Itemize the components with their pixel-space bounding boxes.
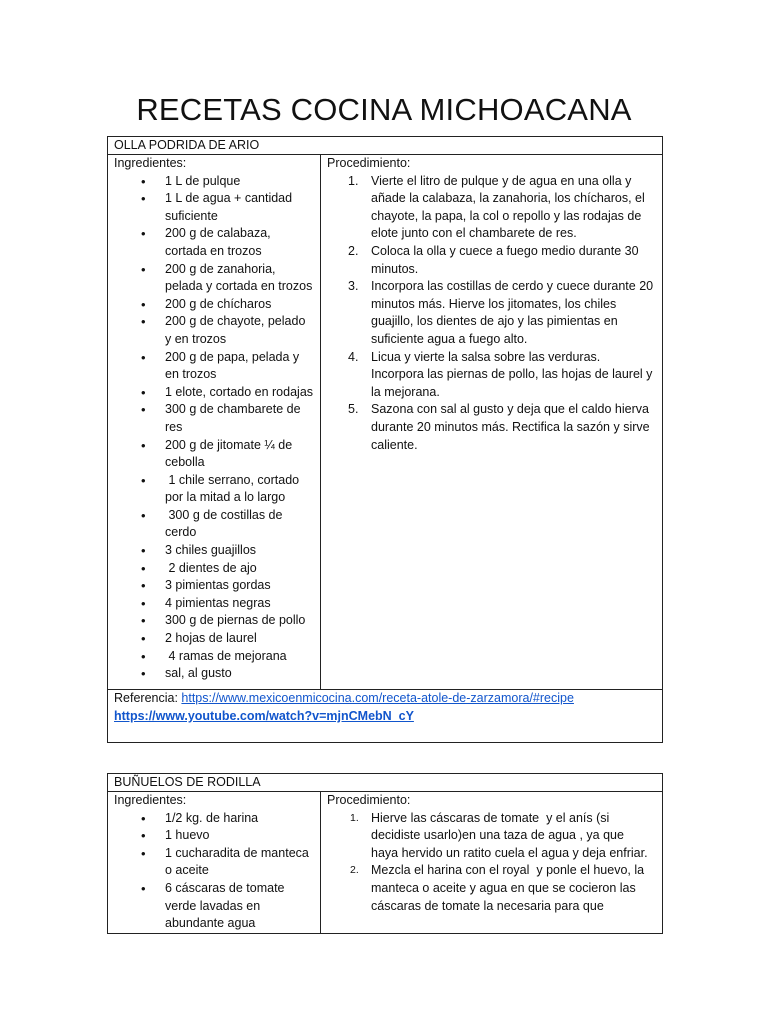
step-text: Hierve las cáscaras de tomate y el anís (si decidiste usarlo)en una taza de agua , ya que haya hervido un ratito cuela el agua y deja enfriar. — [371, 810, 648, 860]
ingredient-item: • 200 g de papa, pelada y en trozos — [158, 349, 314, 384]
page-title: RECETAS COCINA MICHOACANA — [136, 92, 632, 127]
ingredient-item: • 300 g de costillas de cerdo — [158, 507, 314, 542]
ingredient-item: • 1 cucharadita de manteca o aceite — [158, 845, 314, 880]
procedure-step — [348, 401, 656, 454]
ingredient-item: • 1 huevo — [158, 827, 314, 845]
step-number: 2. — [348, 243, 359, 258]
ingredient-item: • 200 g de chícharos — [158, 296, 314, 314]
step-text: Mezcla el harina con el royal y ponle el huevo, la manteca o aceite y agua en que se cocieron las cáscaras de tomate la necesaria para que — [371, 863, 648, 913]
ingredients-cell — [108, 792, 321, 934]
step-text: Licua y vierte la salsa sobre las verduras. Incorpora las piernas de pollo, las hojas de laurel y la mejorana. — [371, 349, 656, 399]
ingredient-item: • 1/2 kg. de harina — [158, 810, 314, 828]
step-number: 1. — [350, 811, 359, 824]
ingredient-item: • 4 ramas de mejorana — [158, 648, 314, 666]
procedure-cell — [321, 155, 663, 690]
ingredient-item: • 300 g de chambarete de res — [158, 401, 314, 436]
ingredient-item: • 3 pimientas gordas — [158, 577, 314, 595]
step-number: 3. — [348, 279, 359, 294]
step-number: 2. — [350, 864, 359, 877]
recipe-table-bunuelos — [107, 773, 663, 934]
reference-label: Referencia: — [114, 691, 182, 705]
ingredient-item: • 4 pimientas negras — [158, 595, 314, 613]
ingredient-item: • 200 g de zanahoria, pelada y cortada en trozos — [158, 261, 314, 296]
ingredients-list — [114, 810, 314, 933]
procedure-label: Procedimiento: — [327, 156, 411, 170]
step-text: Vierte el litro de pulque y de agua en una olla y añade la calabaza, la zanahoria, los chícharos, el chayote, la papa, la col o repollo y las rodajas de elote junto con el chambarete de res. — [371, 173, 649, 241]
procedure-label: Procedimiento: — [327, 793, 411, 807]
procedure-steps — [327, 810, 656, 916]
ingredient-item: • 1 chile serrano, cortado por la mitad a lo largo — [158, 472, 314, 507]
ingredient-item: • 6 cáscaras de tomate verde lavadas en abundante agua — [158, 880, 314, 933]
step-text: Sazona con sal al gusto y deja que el caldo hierva durante 20 minutos más. Rectifica la sazón y sirve caliente. — [371, 402, 654, 452]
reference-link-youtube[interactable]: https://www.youtube.com/watch?v=mjnCMebN_cY — [114, 708, 414, 723]
recipe-table-olla-podrida — [107, 136, 663, 743]
ingredients-list — [114, 173, 314, 683]
ingredients-cell — [108, 155, 321, 690]
ingredient-item: • 2 dientes de ajo — [158, 560, 314, 578]
procedure-step — [350, 810, 656, 863]
ingredient-item: • 3 chiles guajillos — [158, 542, 314, 560]
step-text: Coloca la olla y cuece a fuego medio durante 30 minutos. — [371, 243, 643, 276]
procedure-step — [348, 278, 657, 348]
step-number: 5. — [348, 402, 359, 417]
reference-link-mexicoenmicocina[interactable]: https://www.mexicoenmicocina.com/receta-atole-de-zarzamora/#recipe — [181, 691, 574, 705]
ingredient-item: • 300 g de piernas de pollo — [158, 612, 314, 630]
ingredient-item: • 2 hojas de laurel — [158, 630, 314, 648]
procedure-step — [348, 349, 656, 402]
procedure-steps — [327, 173, 656, 455]
procedure-cell — [321, 792, 663, 934]
reference-cell — [108, 690, 663, 743]
ingredient-item: • 1 L de agua + cantidad suficiente — [158, 190, 314, 225]
recipe-name: BUÑUELOS DE RODILLA — [108, 774, 663, 792]
step-number: 4. — [348, 349, 359, 364]
procedure-step — [350, 862, 656, 915]
ingredients-label: Ingredientes: — [114, 156, 187, 170]
ingredient-item: • sal, al gusto — [158, 665, 314, 683]
ingredient-item: • 1 elote, cortado en rodajas — [158, 384, 314, 402]
procedure-step — [348, 173, 656, 243]
ingredients-label: Ingredientes: — [114, 793, 187, 807]
step-number: 1. — [348, 173, 359, 188]
recipe-name: OLLA PODRIDA DE ARIO — [108, 137, 663, 155]
procedure-step — [348, 243, 656, 278]
ingredient-item: • 200 g de calabaza, cortada en trozos — [158, 225, 314, 260]
ingredient-item: • 200 g de jitomate ¼ de cebolla — [158, 437, 314, 472]
ingredient-item: • 200 g de chayote, pelado y en trozos — [158, 313, 314, 348]
ingredient-item: • 1 L de pulque — [158, 173, 314, 191]
step-text: Incorpora las costillas de cerdo y cuece durante 20 minutos más. Hierve los jitomates, los chiles guajillo, los dientes de ajo y las pimientas en suficiente agua a fuego alto. — [371, 279, 657, 346]
